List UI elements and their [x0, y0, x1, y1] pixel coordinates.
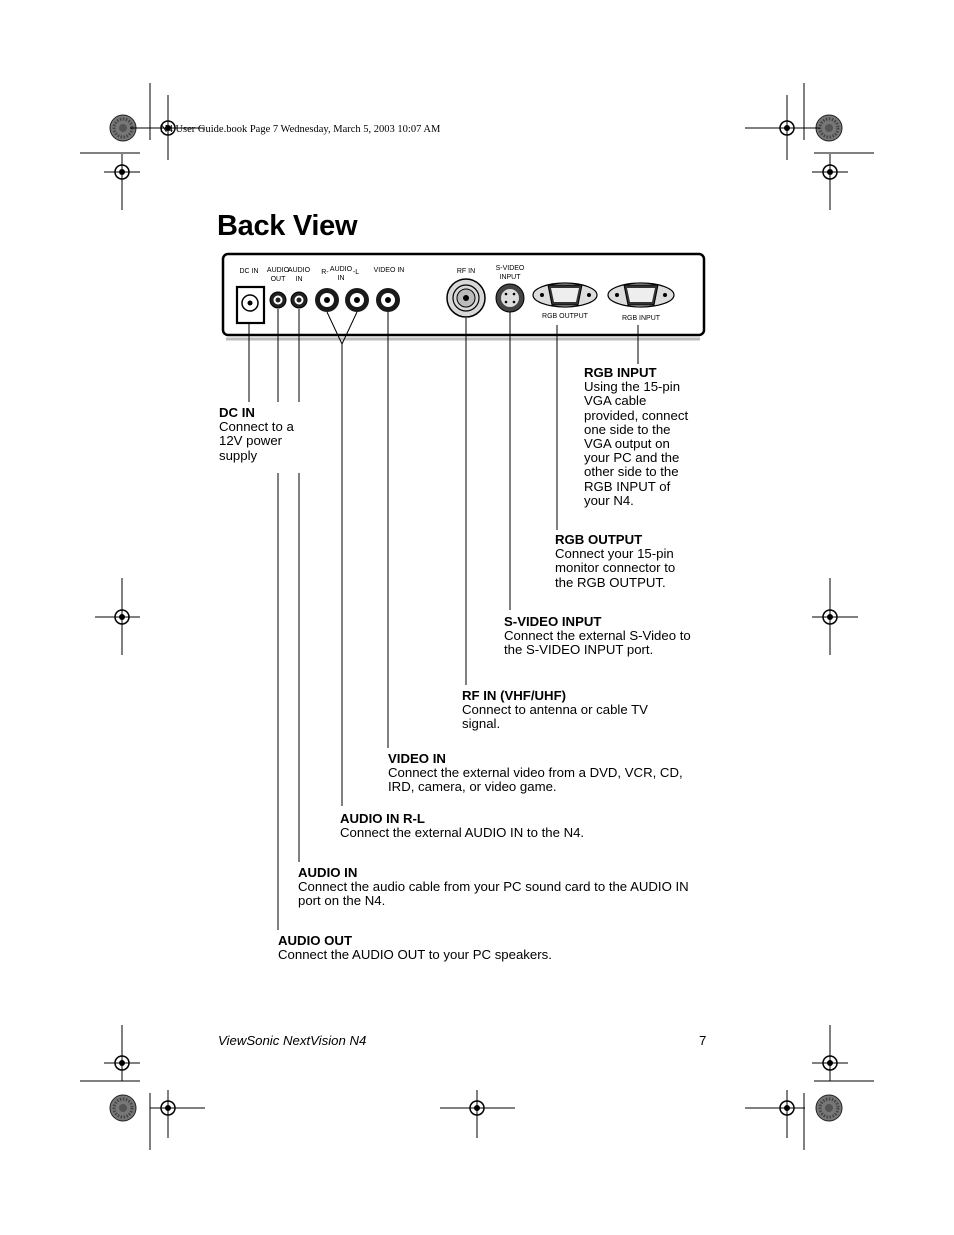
callout-rgb-input — [584, 366, 688, 508]
callout-heading: AUDIO IN R-L — [340, 811, 425, 826]
callout-heading: DC IN — [219, 405, 255, 420]
port-label: R- — [321, 269, 329, 276]
callout-heading: AUDIO IN — [298, 865, 358, 880]
port-label: INPUT — [499, 274, 521, 281]
callout-heading: RGB OUTPUT — [555, 532, 643, 547]
port-label: OUT — [270, 276, 286, 283]
footer-brand: ViewSonic NextVision N4 — [218, 1033, 367, 1048]
port-label: IN — [295, 276, 303, 283]
callout-svideo-input — [504, 615, 691, 658]
callout-text: Connect the external AUDIO IN to the N4. — [340, 825, 585, 841]
callout-text: Connect the external S-Video to the S-VIDEO INPUT port. — [504, 628, 691, 658]
callout-text: Connect your 15-pin monitor connector to the RGB OUTPUT. — [555, 546, 676, 590]
port-label-dc-in: DC IN — [239, 268, 259, 275]
callout-heading: RF IN (VHF/UHF) — [462, 688, 567, 703]
callout-heading: AUDIO OUT — [278, 933, 352, 948]
port-label: AUDIO — [266, 267, 290, 274]
port-label: AUDIO — [329, 266, 353, 273]
callout-text: Connect the audio cable from your PC sound card to the AUDIO IN port on the N4. — [298, 879, 689, 909]
page-title: Back View — [217, 210, 358, 242]
port-label: S-VIDEO — [495, 265, 525, 272]
callout-text: Using the 15-pin VGA cable provided, connect one side to the VGA output on your PC and the other side to the RGB INPUT of your N4. — [584, 379, 689, 508]
callout-text: Connect to antenna or cable TV signal. — [462, 702, 648, 732]
port-label: VIDEO IN — [373, 267, 405, 274]
callout-rf-in — [462, 689, 648, 732]
port-label: RGB INPUT — [621, 315, 661, 322]
callout-heading: RGB INPUT — [584, 365, 657, 380]
color-target-icon — [816, 1095, 842, 1121]
callout-rgb-output — [555, 533, 675, 590]
callout-text: Connect to a 12V power supply — [219, 419, 294, 463]
callout-text: Connect the AUDIO OUT to your PC speakers. — [278, 947, 552, 963]
port-label: IN — [337, 275, 345, 282]
page-number: 7 — [699, 1033, 707, 1048]
color-target-icon — [110, 1095, 136, 1121]
callout-audio-in — [298, 866, 689, 909]
back-panel-diagram — [223, 254, 704, 339]
callout-audio-out — [278, 934, 552, 962]
port-label: AUDIO — [287, 267, 311, 274]
port-label: RF IN — [456, 268, 476, 275]
callout-dc-in — [219, 406, 294, 463]
port-label: RGB OUTPUT — [542, 313, 588, 320]
callout-text: Connect the external video from a DVD, VCR, CD, IRD, camera, or video game. — [388, 765, 683, 795]
callout-heading: VIDEO IN — [388, 751, 446, 766]
callout-audio-in-rl — [340, 812, 584, 840]
port-label: -L — [352, 269, 360, 276]
callout-heading: S-VIDEO INPUT — [504, 614, 602, 629]
print-file-header: N4 User Guide.book Page 7 Wednesday, March 5, 2003 10:07 AM — [160, 124, 441, 135]
callout-video-in — [388, 752, 683, 795]
